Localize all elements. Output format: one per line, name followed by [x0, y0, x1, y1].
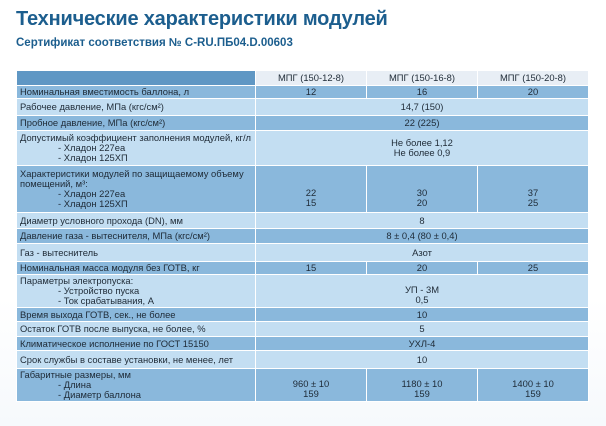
table-row: [17, 275, 589, 308]
cell-value: [256, 131, 589, 166]
cell-line: 15: [305, 197, 317, 208]
cell-value: [256, 166, 367, 213]
table-row: [17, 308, 589, 322]
row-sublabel: - Хладон 125ХП: [58, 198, 128, 209]
table-row: [17, 322, 589, 337]
cell-value: 10: [256, 308, 589, 322]
cell-line: 159: [525, 388, 541, 399]
row-label: [17, 369, 256, 402]
row-label-main: Характеристики модулей по защищаемому объему помещений, м³:: [20, 168, 244, 189]
row-label: Рабочее давление, МПа (кгс/см²): [17, 99, 256, 116]
cell-value: 10: [256, 351, 589, 369]
row-label-main: Допустимый коэффициент заполнения модулей, кг/л: [20, 132, 252, 143]
row-sublabel: - Диаметр баллона: [58, 389, 142, 400]
row-sublabel: - Устройство пуска: [58, 285, 140, 296]
column-header-1: МПГ (150-12-8): [256, 71, 367, 86]
cell-line: 30: [416, 187, 428, 198]
cell-line: 22: [305, 187, 317, 198]
row-sublabel: - Длина: [58, 379, 92, 390]
row-label: [17, 131, 256, 166]
row-label: Номинальная масса модуля без ГОТВ, кг: [17, 262, 256, 275]
row-label: Время выхода ГОТВ, сек., не более: [17, 308, 256, 322]
cell-value: [478, 166, 589, 213]
cell-line: 1180 ± 10: [401, 378, 443, 389]
table-row: [17, 166, 589, 213]
cell-line: 37: [527, 187, 539, 198]
cell-value: 20: [367, 262, 478, 275]
cell-value: Азот: [256, 244, 589, 262]
table-row: [17, 86, 589, 99]
cell-value: [367, 166, 478, 213]
cell-value: 8 ± 0,4 (80 ± 0,4): [256, 229, 589, 244]
column-header-3: МПГ (150-20-8): [478, 71, 589, 86]
row-label: Газ - вытеснитель: [17, 244, 256, 262]
cell-value: УХЛ-4: [256, 337, 589, 351]
cell-value: 20: [478, 86, 589, 99]
specifications-table: [16, 70, 589, 402]
column-header-2: МПГ (150-16-8): [367, 71, 478, 86]
cell-value: [478, 369, 589, 402]
cell-line: 0,5: [415, 294, 429, 305]
row-label: Климатическое исполнение по ГОСТ 15150: [17, 337, 256, 351]
row-label: [17, 275, 256, 308]
cell-value: 16: [367, 86, 478, 99]
cell-line: 159: [303, 388, 319, 399]
table-row: [17, 244, 589, 262]
table-row: [17, 213, 589, 229]
row-label: Остаток ГОТВ после выпуска, не более, %: [17, 322, 256, 337]
table-row: [17, 262, 589, 275]
cell-value: 25: [478, 262, 589, 275]
row-label-main: Параметры электропуска:: [20, 275, 134, 286]
cell-line: 159: [414, 388, 430, 399]
cell-value: [256, 369, 367, 402]
page-title: Технические характеристики модулей: [16, 8, 388, 30]
table-row: [17, 116, 589, 131]
cell-line: Не более 1,12: [391, 137, 453, 148]
cell-value: 12: [256, 86, 367, 99]
table-row: [17, 369, 589, 402]
table-row: [17, 229, 589, 244]
row-sublabel: - Хладон 227еа: [58, 142, 126, 153]
cell-value: [367, 369, 478, 402]
cell-line: 960 ± 10: [292, 378, 330, 389]
cell-line: 25: [527, 197, 539, 208]
table-header-row: [17, 71, 589, 86]
row-label-main: Габаритные размеры, мм: [20, 369, 131, 380]
cell-line: УП - 3М: [404, 284, 440, 295]
row-label: Пробное давление, МПа (кгс/см²): [17, 116, 256, 131]
table-row: [17, 337, 589, 351]
row-label: Номинальная вместимость баллона, л: [17, 86, 256, 99]
cell-line: Не более 0,9: [393, 147, 451, 158]
table-row: [17, 99, 589, 116]
cell-value: [256, 275, 589, 308]
row-sublabel: - Ток срабатывания, А: [58, 295, 154, 306]
table-row: [17, 351, 589, 369]
row-sublabel: - Хладон 125ХП: [58, 152, 128, 163]
cell-value: 5: [256, 322, 589, 337]
row-label: [17, 166, 256, 213]
cell-line: 1400 ± 10: [512, 378, 554, 389]
row-label: Давление газа - вытеснителя, МПа (кгс/см²): [17, 229, 256, 244]
row-label: Срок службы в составе установки, не менее, лет: [17, 351, 256, 369]
table-row: [17, 131, 589, 166]
cell-value: 8: [256, 213, 589, 229]
cell-value: 14,7 (150): [256, 99, 589, 116]
cell-value: 22 (225): [256, 116, 589, 131]
cell-value: 15: [256, 262, 367, 275]
cell-line: 20: [416, 197, 428, 208]
header-corner-cell: [17, 71, 256, 86]
certificate-subtitle: Сертификат соответствия № С-RU.ПБ04.D.00603: [16, 37, 293, 49]
row-label: Диаметр условного прохода (DN), мм: [17, 213, 256, 229]
row-sublabel: - Хладон 227еа: [58, 188, 126, 199]
